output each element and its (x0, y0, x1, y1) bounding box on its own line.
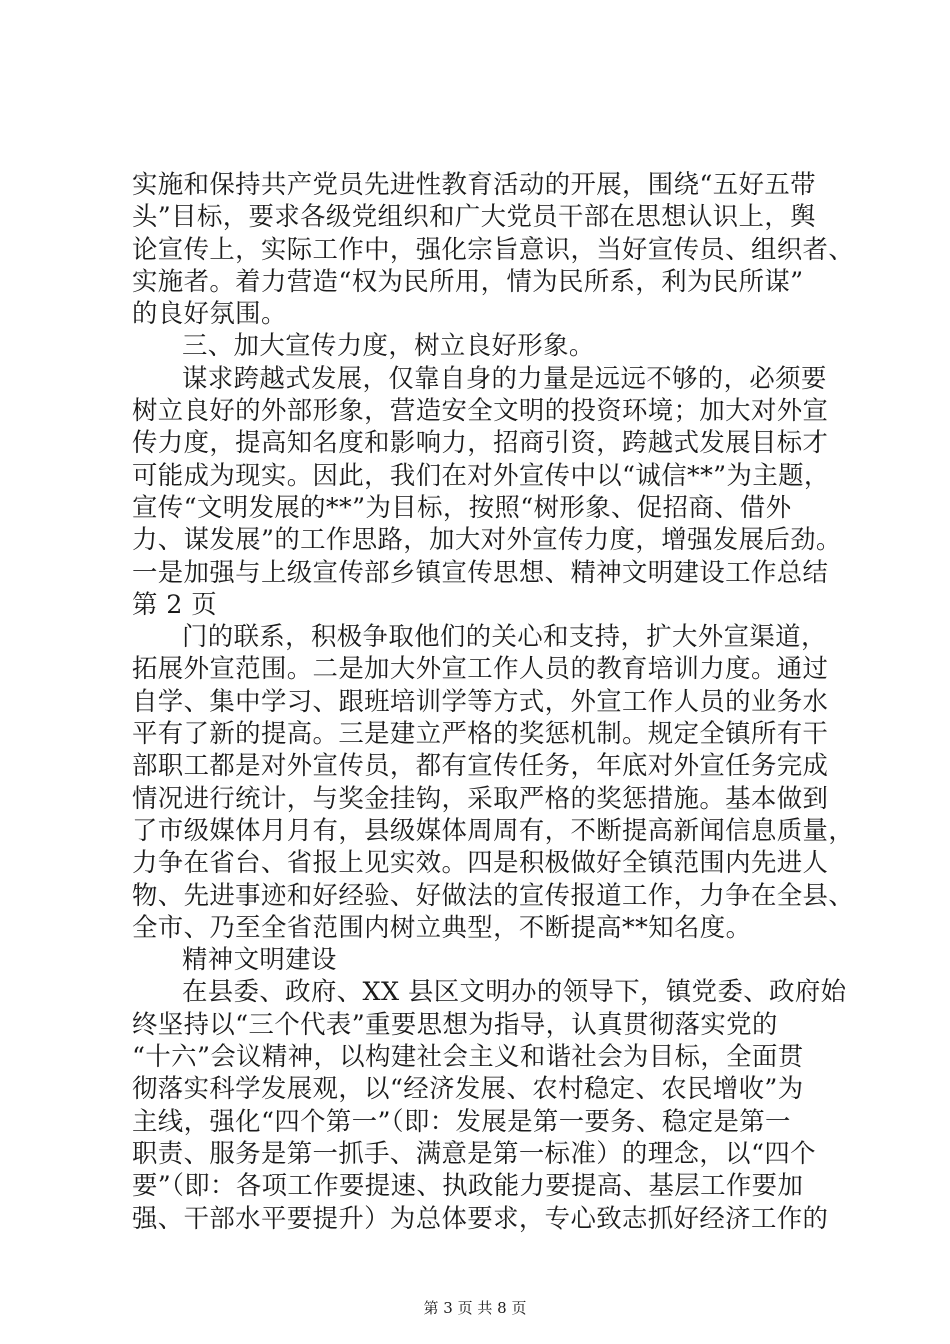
text-line: 实施者。着力营造“权为民所用，情为民所系，利为民所谋” (132, 265, 804, 296)
text-line: 可能成为现实。因此，我们在对外宣传中以“诚信**”为主题， (132, 459, 830, 490)
text-line: 力争在省台、省报上见实效。四是积极做好全镇范围内先进人 (132, 847, 829, 878)
text-line: 强、干部水平要提升）为总体要求，专心致志抓好经济工作的 (132, 1202, 829, 1233)
text-line: 论宣传上，实际工作中，强化宗旨意识，当好宣传员、组织者、 (132, 233, 855, 264)
text-line: 力、谋发展”的工作思路，加大对外宣传力度，增强发展后劲。 (132, 524, 842, 555)
text-line: 精神文明建设 (182, 944, 337, 975)
text-line: 物、先进事迹和好经验、好做法的宣传报道工作，力争在全县、 (132, 879, 855, 910)
document-body (132, 168, 855, 1234)
text-line: 的良好氛围。 (132, 298, 287, 329)
text-line: 部职工都是对外宣传员，都有宣传任务，年底对外宣任务完成 (132, 750, 829, 781)
text-line: 一是加强与上级宣传部乡镇宣传思想、精神文明建设工作总结 (132, 556, 829, 587)
text-line: 平有了新的提高。三是建立严格的奖惩机制。规定全镇所有干 (132, 718, 829, 749)
text-line: 门的联系，积极争取他们的关心和支持，扩大外宣渠道， (182, 621, 827, 652)
text-line: 在县委、政府、XX 县区文明办的领导下，镇党委、政府始 (182, 976, 847, 1007)
text-line: 自学、集中学习、跟班培训学等方式，外宣工作人员的业务水 (132, 685, 829, 716)
page-footer: 第 3 页 共 8 页 (423, 1299, 527, 1317)
text-line: 第 2 页 (132, 588, 218, 619)
text-line: 主线，强化“四个第一”（即：发展是第一要务、稳定是第一 (132, 1105, 791, 1136)
text-line: 头”目标，要求各级党组织和广大党员干部在思想认识上，舆 (132, 201, 816, 232)
text-line: 谋求跨越式发展，仅靠自身的力量是远远不够的，必须要 (182, 362, 827, 393)
text-line: 彻落实科学发展观，以“经济发展、农村稳定、农民增收”为 (132, 1073, 804, 1104)
text-line: 情况进行统计，与奖金挂钩，采取严格的奖惩措施。基本做到 (132, 782, 829, 813)
text-line: 三、加大宣传力度，树立良好形象。 (182, 330, 595, 361)
text-line: 终坚持以“三个代表”重要思想为指导，认真贯彻落实党的 (132, 1008, 778, 1039)
text-line: 宣传“文明发展的**”为目标，按照“树形象、促招商、借外 (132, 491, 792, 522)
text-line: 要”（即：各项工作要提速、执政能力要提高、基层工作要加 (132, 1170, 804, 1201)
text-line: 职责、服务是第一抓手、满意是第一标准）的理念，以“四个 (132, 1137, 816, 1168)
text-line: 拓展外宣范围。二是加大外宣工作人员的教育培训力度。通过 (132, 653, 829, 684)
text-line: 实施和保持共产党员先进性教育活动的开展，围绕“五好五带 (132, 169, 816, 199)
text-line: 全市、乃至全省范围内树立典型，不断提高**知名度。 (132, 911, 752, 942)
text-line: 传力度，提高知名度和影响力，招商引资，跨越式发展目标才 (132, 427, 829, 458)
text-line: 树立良好的外部形象，营造安全文明的投资环境；加大对外宣 (132, 395, 829, 426)
text-line: “十六”会议精神，以构建社会主义和谐社会为目标，全面贯 (132, 1041, 804, 1072)
text-line: 了市级媒体月月有，县级媒体周周有，不断提高新闻信息质量， (132, 814, 855, 845)
